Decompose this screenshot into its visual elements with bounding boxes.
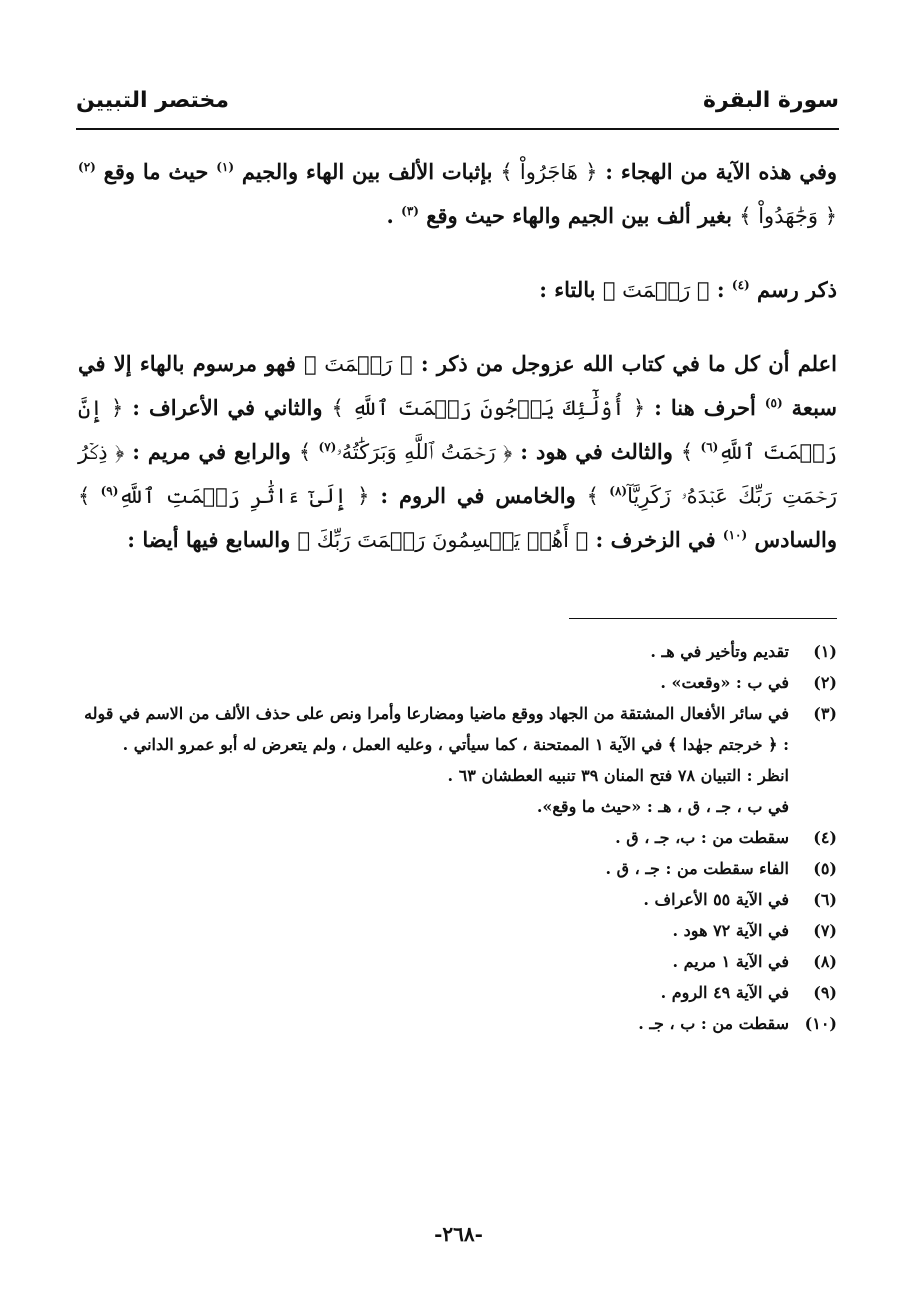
text-run: والخامس في الروم : bbox=[369, 483, 587, 508]
footnote-ref: (٣) bbox=[401, 204, 419, 218]
footnote bbox=[80, 915, 837, 946]
footnote bbox=[80, 884, 837, 915]
text-run: والسادس bbox=[747, 527, 837, 552]
footnote-number: (١) bbox=[813, 642, 837, 661]
footnote-number: (٦) bbox=[813, 890, 837, 909]
footnote-number: (٣) bbox=[813, 704, 837, 723]
paragraph-rahmat bbox=[78, 342, 837, 562]
footnote-number: (٧) bbox=[813, 921, 837, 940]
footnote-number: (٤) bbox=[813, 828, 837, 847]
footnote-ref: (٩) bbox=[100, 484, 119, 498]
header-surah-title: سورة البقرة bbox=[702, 88, 839, 113]
text-run: ذكر رسم bbox=[749, 277, 837, 302]
quran-quote: ﴿ رَحۡمَتُ ٱللَّهِ وَبَرَكَٰتُهُۥ bbox=[336, 440, 513, 464]
text-run: . bbox=[386, 203, 402, 228]
footnote bbox=[80, 636, 837, 667]
text-run: والثاني في الأعراف : bbox=[123, 395, 332, 420]
footnote-number: (٢) bbox=[813, 673, 837, 692]
text-run: والسابع فيها أيضا : bbox=[127, 527, 298, 552]
text-run: أحرف هنا : bbox=[645, 395, 765, 420]
paragraph-hijaa bbox=[78, 150, 837, 238]
quran-quote: ﴿ رَحۡمَتَ ﴾ bbox=[304, 352, 413, 376]
footnote-text: سقطت من : ب ، جـ . bbox=[638, 1014, 789, 1033]
footnote-text: في الآية ٧٢ هود . bbox=[672, 921, 789, 940]
text-run: بالتاء : bbox=[539, 277, 603, 302]
text-run: فهو مرسوم بالهاء إلا في سبعة bbox=[78, 351, 837, 420]
footnote bbox=[80, 977, 837, 1008]
text-run: اعلم أن كل ما في كتاب الله عزوجل من ذكر : bbox=[412, 351, 837, 376]
quran-quote: ﴿ إِلَىٰٓ ءَاثَٰرِ رَحۡمَتِ ٱللَّهِ bbox=[118, 484, 370, 508]
footnote bbox=[80, 946, 837, 977]
quran-quote-end: ﴾ bbox=[78, 484, 101, 508]
footnote-text: سقطت من : ب، جـ ، ق . bbox=[615, 828, 789, 847]
page-number: -٢٦٨- bbox=[434, 1222, 483, 1246]
footnote-ref: (٨) bbox=[609, 484, 628, 498]
footnote-number: (٨) bbox=[813, 952, 837, 971]
footnote bbox=[80, 853, 837, 884]
quran-quote: ﴿ ذِكۡرُ رَحۡمَتِ رَبِّكَ عَبۡدَهُۥ زَكَرِيَّآ bbox=[78, 440, 838, 508]
text-run: وفي هذه الآية من الهجاء : bbox=[597, 159, 837, 184]
text-run: في الزخرف : bbox=[588, 527, 723, 552]
footnote-text: في ب ، جـ ، ق ، هـ : «حيث ما وقع». bbox=[536, 797, 789, 816]
footnote-ref: (٥) bbox=[764, 396, 783, 410]
footnote bbox=[80, 667, 837, 698]
footnote-continuation bbox=[80, 791, 837, 822]
quran-quote: ﴿ هَاجَرُواْ ﴾ bbox=[500, 160, 598, 184]
text-run: بغير ألف بين الجيم والهاء حيث وقع bbox=[418, 203, 740, 228]
quran-quote-end: ﴾ bbox=[586, 484, 610, 508]
quran-quote-end: ﴾ bbox=[298, 440, 319, 464]
footnote-number: (١٠) bbox=[804, 1014, 837, 1033]
footnote-ref: (٢) bbox=[78, 160, 96, 174]
footnote-ref: (٦) bbox=[700, 440, 719, 454]
footnote-text: في ب : «وقعت» . bbox=[660, 673, 789, 692]
footnote bbox=[80, 698, 837, 760]
text-run: بإثبات الألف بين الهاء والجيم bbox=[234, 159, 501, 184]
footnote-separator bbox=[569, 618, 837, 619]
main-text bbox=[78, 150, 837, 562]
text-run: : bbox=[709, 277, 732, 302]
footnote bbox=[80, 1008, 837, 1039]
text-run: والرابع في مريم : bbox=[124, 439, 299, 464]
footnotes bbox=[80, 636, 837, 1039]
footnote-text: انظر : التبيان ٧٨ فتح المنان ٣٩ تنبيه العطشان ٦٣ . bbox=[447, 766, 789, 785]
footnote-ref: (٧) bbox=[318, 440, 337, 454]
quran-quote: ﴿ رَحۡمَتَ ﴾ bbox=[602, 278, 710, 302]
quran-quote: ﴿ وَجَٰهَدُواْ ﴾ bbox=[739, 204, 837, 228]
footnote-ref: (١) bbox=[216, 160, 235, 174]
footnote-number: (٩) bbox=[813, 983, 837, 1002]
quran-quote: ﴿ أَهُمۡ يَقۡسِمُونَ رَحۡمَتَ رَبِّكَ ﴾ bbox=[297, 528, 589, 552]
footnote-text: في الآية ٥٥ الأعراف . bbox=[643, 890, 789, 909]
footnote-text: تقديم وتأخير في هـ . bbox=[650, 642, 789, 661]
footnote-text: الفاء سقطت من : جـ ، ق . bbox=[605, 859, 789, 878]
text-run: والثالث في هود : bbox=[512, 439, 681, 464]
footnote-text: في الآية ٤٩ الروم . bbox=[660, 983, 789, 1002]
section-heading bbox=[78, 268, 837, 312]
footnote-ref: (١٠) bbox=[722, 528, 748, 542]
quran-quote-end: ﴾ bbox=[680, 440, 701, 464]
running-header bbox=[76, 82, 839, 130]
text-run: حيث ما وقع bbox=[95, 159, 217, 184]
footnote bbox=[80, 822, 837, 853]
footnote-text: في الآية ١ مريم . bbox=[672, 952, 789, 971]
footnote-continuation bbox=[80, 760, 837, 791]
footnote-text: في سائر الأفعال المشتقة من الجهاد ووقع ماضيا ومضارعا وأمرا ونص على حذف الألف من الاسم في قوله : ﴿ خرجتم جهٰدا ﴾ في الآية ١ الممتحنة ، كما سيأتي ، وعليه العمل ، ولم يتعرض له أبو عمرو الداني . bbox=[84, 704, 789, 754]
footnote-number: (٥) bbox=[813, 859, 837, 878]
footnote-ref: (٤) bbox=[731, 278, 750, 292]
header-book-title: مختصر التبيين bbox=[76, 88, 230, 113]
quran-quote: ﴿ أُوْلَٰٓئِكَ يَرۡجُونَ رَحۡمَتَ ٱللَّهِ ﴾ bbox=[331, 396, 646, 420]
quran-quote: ﴿ إِنَّ رَحۡمَتَ ٱللَّهِ bbox=[78, 396, 837, 464]
